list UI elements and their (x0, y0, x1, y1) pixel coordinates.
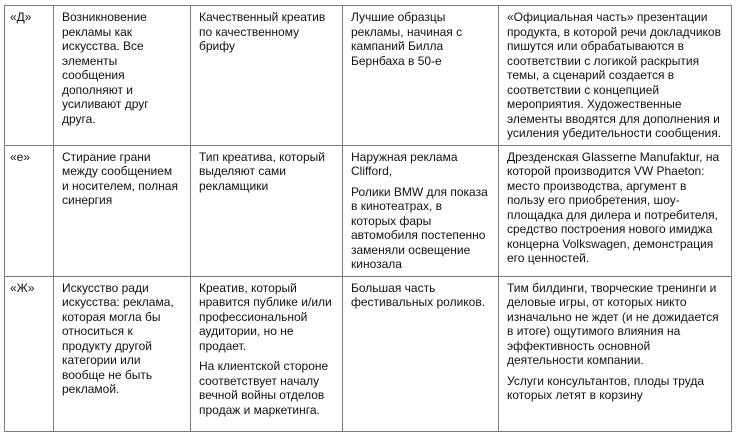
table-cell (343, 145, 499, 276)
table-cell (499, 6, 732, 146)
cell-text: Стирание грани между сообщением и носителем, полная синергия (62, 149, 178, 207)
cell-text: Лучшие образцы рекламы, начиная с кампаний Билла Бернбаха в 50-е (351, 10, 463, 68)
row-label: «Д» (10, 10, 32, 24)
cell-text: «Официальная часть» презентации продукта, в которой речи докладчиков пишутся или обрабатываются в соответствии с логикой раскрытия темы, а сценарий создается в соответствии с концепцией мероприятия. Художественные элементы вводятся для дополнения и усиления убедительности сообщения. (507, 10, 722, 140)
table-cell (191, 145, 343, 276)
table-cell (54, 145, 191, 276)
table-row (5, 145, 732, 276)
cell-text: Большая часть фестивальных роликов. (351, 280, 486, 309)
cell-text: Ролики BMW для показа в кинотеатрах, в которых фары автомобиля постепенно заменяли освещение кинозала (351, 184, 488, 271)
row-label-cell (5, 276, 54, 431)
row-label: «Ж» (10, 280, 35, 295)
table-row (5, 276, 732, 431)
row-label-cell (5, 6, 54, 146)
table-cell (343, 276, 499, 431)
cell-text: Креатив, который нравится публике и/или профессиональной аудитории, но не продает. (199, 280, 332, 353)
table-cell (499, 276, 732, 431)
cell-text: Искусство ради искусства: реклама, которая могла бы относиться к продукту другой категории или вообще не быть рекламой. (62, 280, 174, 396)
comparison-table (4, 5, 732, 432)
cell-text: Тип креатива, который выделяют сами рекламщики (199, 149, 325, 193)
row-label: «е» (10, 149, 31, 164)
cell-text: Услуги консультантов, плоды труда которых летят в корзину (507, 373, 705, 402)
table-cell (191, 276, 343, 431)
table-cell (499, 145, 732, 276)
table-row (5, 6, 732, 146)
cell-text: Качественный креатив по качественному брифу (199, 10, 326, 53)
row-label-cell (5, 145, 54, 276)
cell-text: Дрезденская Glasserne Manufaktur, на которой производится VW Phaeton: место производства, аргумент в пользу его приобретения, шоу-площадка для дилера и потребителя, средство построения нового имиджа концерна Volkswagen, демонстрация его ценностей. (507, 149, 720, 265)
table-cell (343, 6, 499, 146)
cell-text: Наружная реклама Clifford, (351, 149, 458, 178)
cell-text: На клиентской стороне соответствует началу вечной войны отделов продаж и маркетинга. (199, 359, 329, 417)
cell-text: Возникновение рекламы как искусства. Все элементы сообщения дополняют и усиливают друг друга. (62, 10, 149, 126)
table-cell (54, 6, 191, 146)
table-cell (191, 6, 343, 146)
cell-text: Тим билдинги, творческие тренинги и деловые игры, от которых никто изначально не ждет (и не дожидается в итоге) ощутимого влияния на эффективность основной деятельности компании. (507, 280, 719, 367)
table-cell (54, 276, 191, 431)
